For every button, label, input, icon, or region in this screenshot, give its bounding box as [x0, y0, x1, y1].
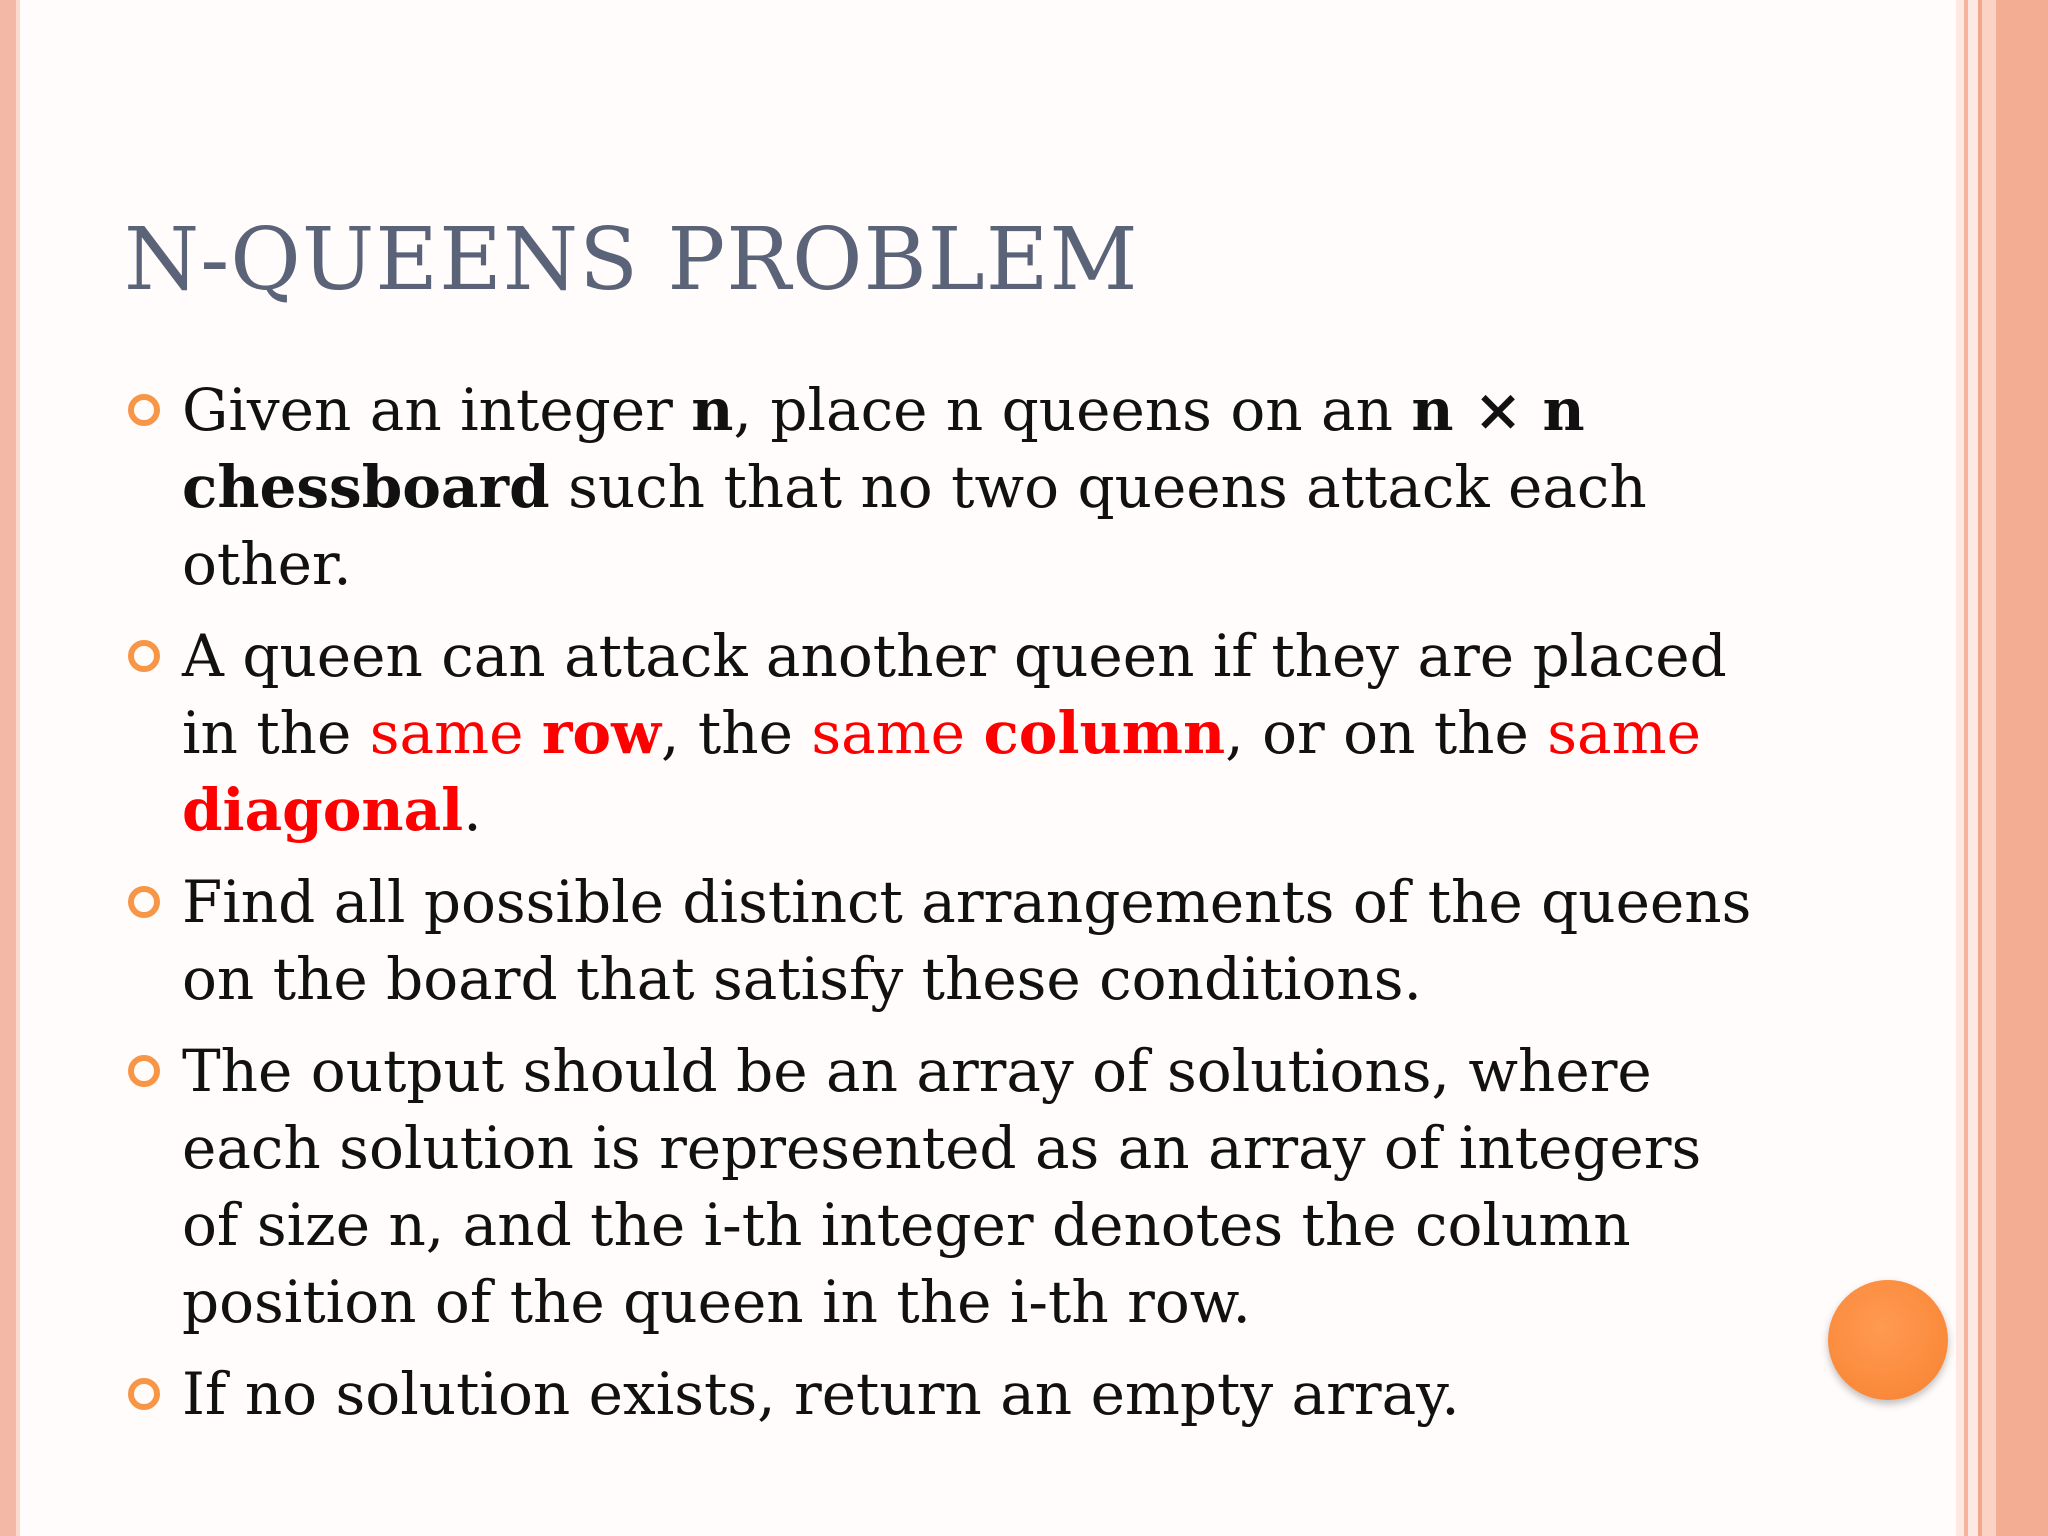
bullet-text-segment: n	[691, 376, 734, 444]
bullet-text-segment: If no solution exists, return an empty array.	[182, 1360, 1460, 1428]
bullet-ring-icon	[128, 394, 160, 426]
bullet-list	[128, 372, 1768, 1448]
bullet-item	[128, 1033, 1768, 1341]
highlighted-text: same	[369, 699, 542, 767]
highlighted-text: diagonal	[182, 776, 464, 844]
bullet-ring-icon	[128, 1055, 160, 1087]
bullet-text	[182, 1356, 1768, 1433]
bullet-text-segment: , the	[661, 699, 812, 767]
highlighted-text: column	[983, 699, 1226, 767]
bullet-text-segment: A queen can attack another queen if they are placed in the	[182, 622, 1727, 767]
bullet-ring-icon	[128, 886, 160, 918]
left-border-inner-decoration	[16, 0, 20, 1536]
bullet-text	[182, 372, 1768, 603]
right-stripes-decoration	[1956, 0, 2048, 1536]
bullet-text	[182, 1033, 1768, 1341]
bullet-text	[182, 618, 1768, 849]
bullet-item	[128, 372, 1768, 603]
bullet-item	[128, 864, 1768, 1018]
highlighted-text: same	[1547, 699, 1701, 767]
bullet-text-segment: n × n chessboard	[182, 376, 1585, 521]
bullet-text	[182, 864, 1768, 1018]
slide-title: N-QUEENS PROBLEM	[124, 210, 1139, 310]
bullet-text-segment: Find all possible distinct arrangements of the queens on the board that satisfy these conditions.	[182, 868, 1752, 1013]
bullet-item	[128, 618, 1768, 849]
bullet-text-segment: Given an integer	[182, 376, 692, 444]
bullet-text-segment: such that no two queens attack each other.	[182, 453, 1647, 598]
bullet-text-segment: .	[463, 776, 482, 844]
highlighted-text: same	[811, 699, 984, 767]
orange-circle-decoration	[1828, 1280, 1948, 1400]
bullet-text-segment: , place n queens on an	[733, 376, 1412, 444]
bullet-text-segment: The output should be an array of solutions, where each solution is represented as an array of integers of size n, and the i-th integer denotes the column position of the queen in the i-th row.	[182, 1037, 1702, 1336]
bullet-ring-icon	[128, 1378, 160, 1410]
bullet-item	[128, 1356, 1768, 1433]
left-border-decoration	[0, 0, 16, 1536]
highlighted-text: row	[541, 699, 662, 767]
bullet-ring-icon	[128, 640, 160, 672]
bullet-text-segment: , or on the	[1225, 699, 1548, 767]
